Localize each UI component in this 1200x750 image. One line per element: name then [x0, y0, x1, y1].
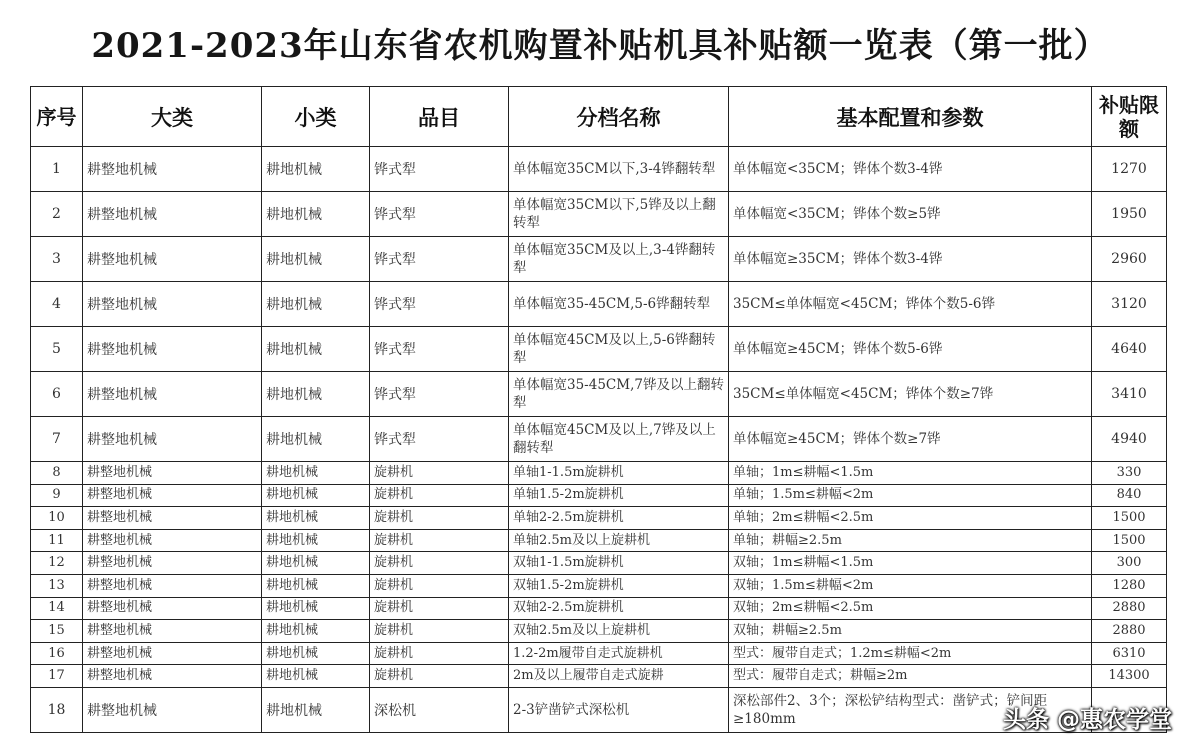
item-cell: 旋耕机	[370, 462, 509, 485]
tier-name-cell: 单体幅宽45CM及以上,7铧及以上翻转犁	[509, 417, 729, 462]
table-row	[31, 462, 1167, 485]
subcategory-cell: 耕地机械	[262, 574, 370, 597]
config-cell: 单体幅宽<35CM；铧体个数3-4铧	[729, 147, 1092, 192]
table-row	[31, 642, 1167, 665]
subcategory-cell: 耕地机械	[262, 507, 370, 530]
category-cell: 耕整地机械	[83, 462, 262, 485]
config-cell: 单轴；1.5m≤耕幅<2m	[729, 484, 1092, 507]
item-cell: 铧式犁	[370, 327, 509, 372]
seq-cell: 16	[31, 642, 83, 665]
subcategory-cell: 耕地机械	[262, 462, 370, 485]
config-cell: 35CM≤单体幅宽<45CM；铧体个数5-6铧	[729, 282, 1092, 327]
tier-name-cell: 双轴1-1.5m旋耕机	[509, 552, 729, 575]
seq-cell: 14	[31, 597, 83, 620]
item-cell: 铧式犁	[370, 237, 509, 282]
category-cell: 耕整地机械	[83, 665, 262, 688]
item-cell: 旋耕机	[370, 484, 509, 507]
table-row	[31, 620, 1167, 643]
tier-name-cell: 双轴2.5m及以上旋耕机	[509, 620, 729, 643]
category-cell: 耕整地机械	[83, 147, 262, 192]
subcategory-cell: 耕地机械	[262, 237, 370, 282]
config-cell: 单体幅宽≥45CM；铧体个数5-6铧	[729, 327, 1092, 372]
subsidy-cell: 300	[1092, 552, 1167, 575]
config-cell: 单轴；耕幅≥2.5m	[729, 529, 1092, 552]
table-header-row	[31, 87, 1167, 147]
subcategory-cell: 耕地机械	[262, 417, 370, 462]
item-cell: 铧式犁	[370, 147, 509, 192]
subcategory-cell: 耕地机械	[262, 687, 370, 732]
subsidy-cell: 3120	[1092, 282, 1167, 327]
subcategory-cell: 耕地机械	[262, 665, 370, 688]
subcategory-cell: 耕地机械	[262, 620, 370, 643]
category-cell: 耕整地机械	[83, 574, 262, 597]
seq-cell: 8	[31, 462, 83, 485]
tier-name-cell: 单轴2.5m及以上旋耕机	[509, 529, 729, 552]
subsidy-cell: 330	[1092, 462, 1167, 485]
tier-name-cell: 2m及以上履带自走式旋耕	[509, 665, 729, 688]
item-cell: 铧式犁	[370, 192, 509, 237]
subcategory-cell: 耕地机械	[262, 192, 370, 237]
category-cell: 耕整地机械	[83, 687, 262, 732]
header-subcategory: 小类	[262, 87, 370, 147]
tier-name-cell: 双轴1.5-2m旋耕机	[509, 574, 729, 597]
category-cell: 耕整地机械	[83, 372, 262, 417]
seq-cell: 18	[31, 687, 83, 732]
subcategory-cell: 耕地机械	[262, 529, 370, 552]
subsidy-cell: 4640	[1092, 327, 1167, 372]
subsidy-cell: 3410	[1092, 372, 1167, 417]
seq-cell: 9	[31, 484, 83, 507]
config-cell: 单体幅宽<35CM；铧体个数≥5铧	[729, 192, 1092, 237]
table-row	[31, 282, 1167, 327]
item-cell: 铧式犁	[370, 282, 509, 327]
item-cell: 旋耕机	[370, 620, 509, 643]
subsidy-cell: 1500	[1092, 529, 1167, 552]
item-cell: 旋耕机	[370, 529, 509, 552]
tier-name-cell: 单轴1-1.5m旋耕机	[509, 462, 729, 485]
subcategory-cell: 耕地机械	[262, 147, 370, 192]
category-cell: 耕整地机械	[83, 327, 262, 372]
subcategory-cell: 耕地机械	[262, 282, 370, 327]
seq-cell: 17	[31, 665, 83, 688]
subsidy-cell: 1270	[1092, 147, 1167, 192]
seq-cell: 15	[31, 620, 83, 643]
subcategory-cell: 耕地机械	[262, 597, 370, 620]
table-row	[31, 484, 1167, 507]
config-cell: 单轴；2m≤耕幅<2.5m	[729, 507, 1092, 530]
seq-cell: 5	[31, 327, 83, 372]
subcategory-cell: 耕地机械	[262, 327, 370, 372]
category-cell: 耕整地机械	[83, 597, 262, 620]
item-cell: 旋耕机	[370, 507, 509, 530]
table-row	[31, 192, 1167, 237]
seq-cell: 12	[31, 552, 83, 575]
config-cell: 双轴；1.5m≤耕幅<2m	[729, 574, 1092, 597]
item-cell: 旋耕机	[370, 665, 509, 688]
config-cell: 型式：履带自走式；耕幅≥2m	[729, 665, 1092, 688]
tier-name-cell: 单体幅宽35-45CM,5-6铧翻转犁	[509, 282, 729, 327]
tier-name-cell: 2-3铲凿铲式深松机	[509, 687, 729, 732]
category-cell: 耕整地机械	[83, 237, 262, 282]
tier-name-cell: 双轴2-2.5m旋耕机	[509, 597, 729, 620]
subcategory-cell: 耕地机械	[262, 642, 370, 665]
category-cell: 耕整地机械	[83, 620, 262, 643]
item-cell: 旋耕机	[370, 642, 509, 665]
tier-name-cell: 单体幅宽35-45CM,7铧及以上翻转犁	[509, 372, 729, 417]
table-row	[31, 529, 1167, 552]
seq-cell: 10	[31, 507, 83, 530]
table-row	[31, 665, 1167, 688]
item-cell: 铧式犁	[370, 372, 509, 417]
header-tier-name: 分档名称	[509, 87, 729, 147]
seq-cell: 3	[31, 237, 83, 282]
header-config: 基本配置和参数	[729, 87, 1092, 147]
category-cell: 耕整地机械	[83, 417, 262, 462]
subsidy-cell: 4940	[1092, 417, 1167, 462]
subcategory-cell: 耕地机械	[262, 484, 370, 507]
config-cell: 双轴；耕幅≥2.5m	[729, 620, 1092, 643]
table-row	[31, 147, 1167, 192]
header-subsidy: 补贴限额	[1092, 87, 1167, 147]
config-cell: 单轴；1m≤耕幅<1.5m	[729, 462, 1092, 485]
table-row	[31, 327, 1167, 372]
subsidy-cell: 1280	[1092, 574, 1167, 597]
item-cell: 旋耕机	[370, 552, 509, 575]
config-cell: 单体幅宽≥45CM；铧体个数≥7铧	[729, 417, 1092, 462]
config-cell: 35CM≤单体幅宽<45CM；铧体个数≥7铧	[729, 372, 1092, 417]
tier-name-cell: 单体幅宽35CM以下,3-4铧翻转犁	[509, 147, 729, 192]
category-cell: 耕整地机械	[83, 529, 262, 552]
subsidy-cell: 2880	[1092, 620, 1167, 643]
category-cell: 耕整地机械	[83, 507, 262, 530]
subsidy-cell: 2880	[1092, 597, 1167, 620]
subsidy-cell: 840	[1092, 484, 1167, 507]
config-cell: 型式：履带自走式；1.2m≤耕幅<2m	[729, 642, 1092, 665]
table-row	[31, 574, 1167, 597]
subcategory-cell: 耕地机械	[262, 552, 370, 575]
table-row	[31, 597, 1167, 620]
tier-name-cell: 单轴1.5-2m旋耕机	[509, 484, 729, 507]
page-title: 2021-2023年山东省农机购置补贴机具补贴额一览表（第一批）	[91, 25, 1109, 66]
subsidy-cell: 1500	[1092, 507, 1167, 530]
tier-name-cell: 单体幅宽35CM以下,5铧及以上翻转犁	[509, 192, 729, 237]
category-cell: 耕整地机械	[83, 552, 262, 575]
category-cell: 耕整地机械	[83, 484, 262, 507]
config-cell: 双轴；1m≤耕幅<1.5m	[729, 552, 1092, 575]
item-cell: 铧式犁	[370, 417, 509, 462]
item-cell: 深松机	[370, 687, 509, 732]
item-cell: 旋耕机	[370, 597, 509, 620]
subsidy-cell: 1950	[1092, 192, 1167, 237]
header-item: 品目	[370, 87, 509, 147]
subsidy-cell: 6310	[1092, 642, 1167, 665]
config-cell: 深松部件2、3个；深松铲结构型式：凿铲式；铲间距≥180mm	[729, 687, 1092, 732]
config-cell: 双轴；2m≤耕幅<2.5m	[729, 597, 1092, 620]
seq-cell: 13	[31, 574, 83, 597]
seq-cell: 1	[31, 147, 83, 192]
table-row	[31, 507, 1167, 530]
config-cell: 单体幅宽≥35CM；铧体个数3-4铧	[729, 237, 1092, 282]
subsidy-table	[30, 86, 1167, 733]
tier-name-cell: 单体幅宽45CM及以上,5-6铧翻转犁	[509, 327, 729, 372]
table-row	[31, 237, 1167, 282]
table-row	[31, 417, 1167, 462]
header-seq: 序号	[31, 87, 83, 147]
seq-cell: 6	[31, 372, 83, 417]
subcategory-cell: 耕地机械	[262, 372, 370, 417]
subsidy-cell: 14300	[1092, 665, 1167, 688]
tier-name-cell: 单轴2-2.5m旋耕机	[509, 507, 729, 530]
item-cell: 旋耕机	[370, 574, 509, 597]
seq-cell: 4	[31, 282, 83, 327]
category-cell: 耕整地机械	[83, 282, 262, 327]
watermark: 头条 @惠农学堂	[1002, 707, 1172, 733]
header-category: 大类	[83, 87, 262, 147]
subsidy-cell: 2960	[1092, 237, 1167, 282]
tier-name-cell: 单体幅宽35CM及以上,3-4铧翻转犁	[509, 237, 729, 282]
category-cell: 耕整地机械	[83, 192, 262, 237]
seq-cell: 2	[31, 192, 83, 237]
category-cell: 耕整地机械	[83, 642, 262, 665]
tier-name-cell: 1.2-2m履带自走式旋耕机	[509, 642, 729, 665]
table-row	[31, 372, 1167, 417]
table-row	[31, 552, 1167, 575]
seq-cell: 11	[31, 529, 83, 552]
seq-cell: 7	[31, 417, 83, 462]
